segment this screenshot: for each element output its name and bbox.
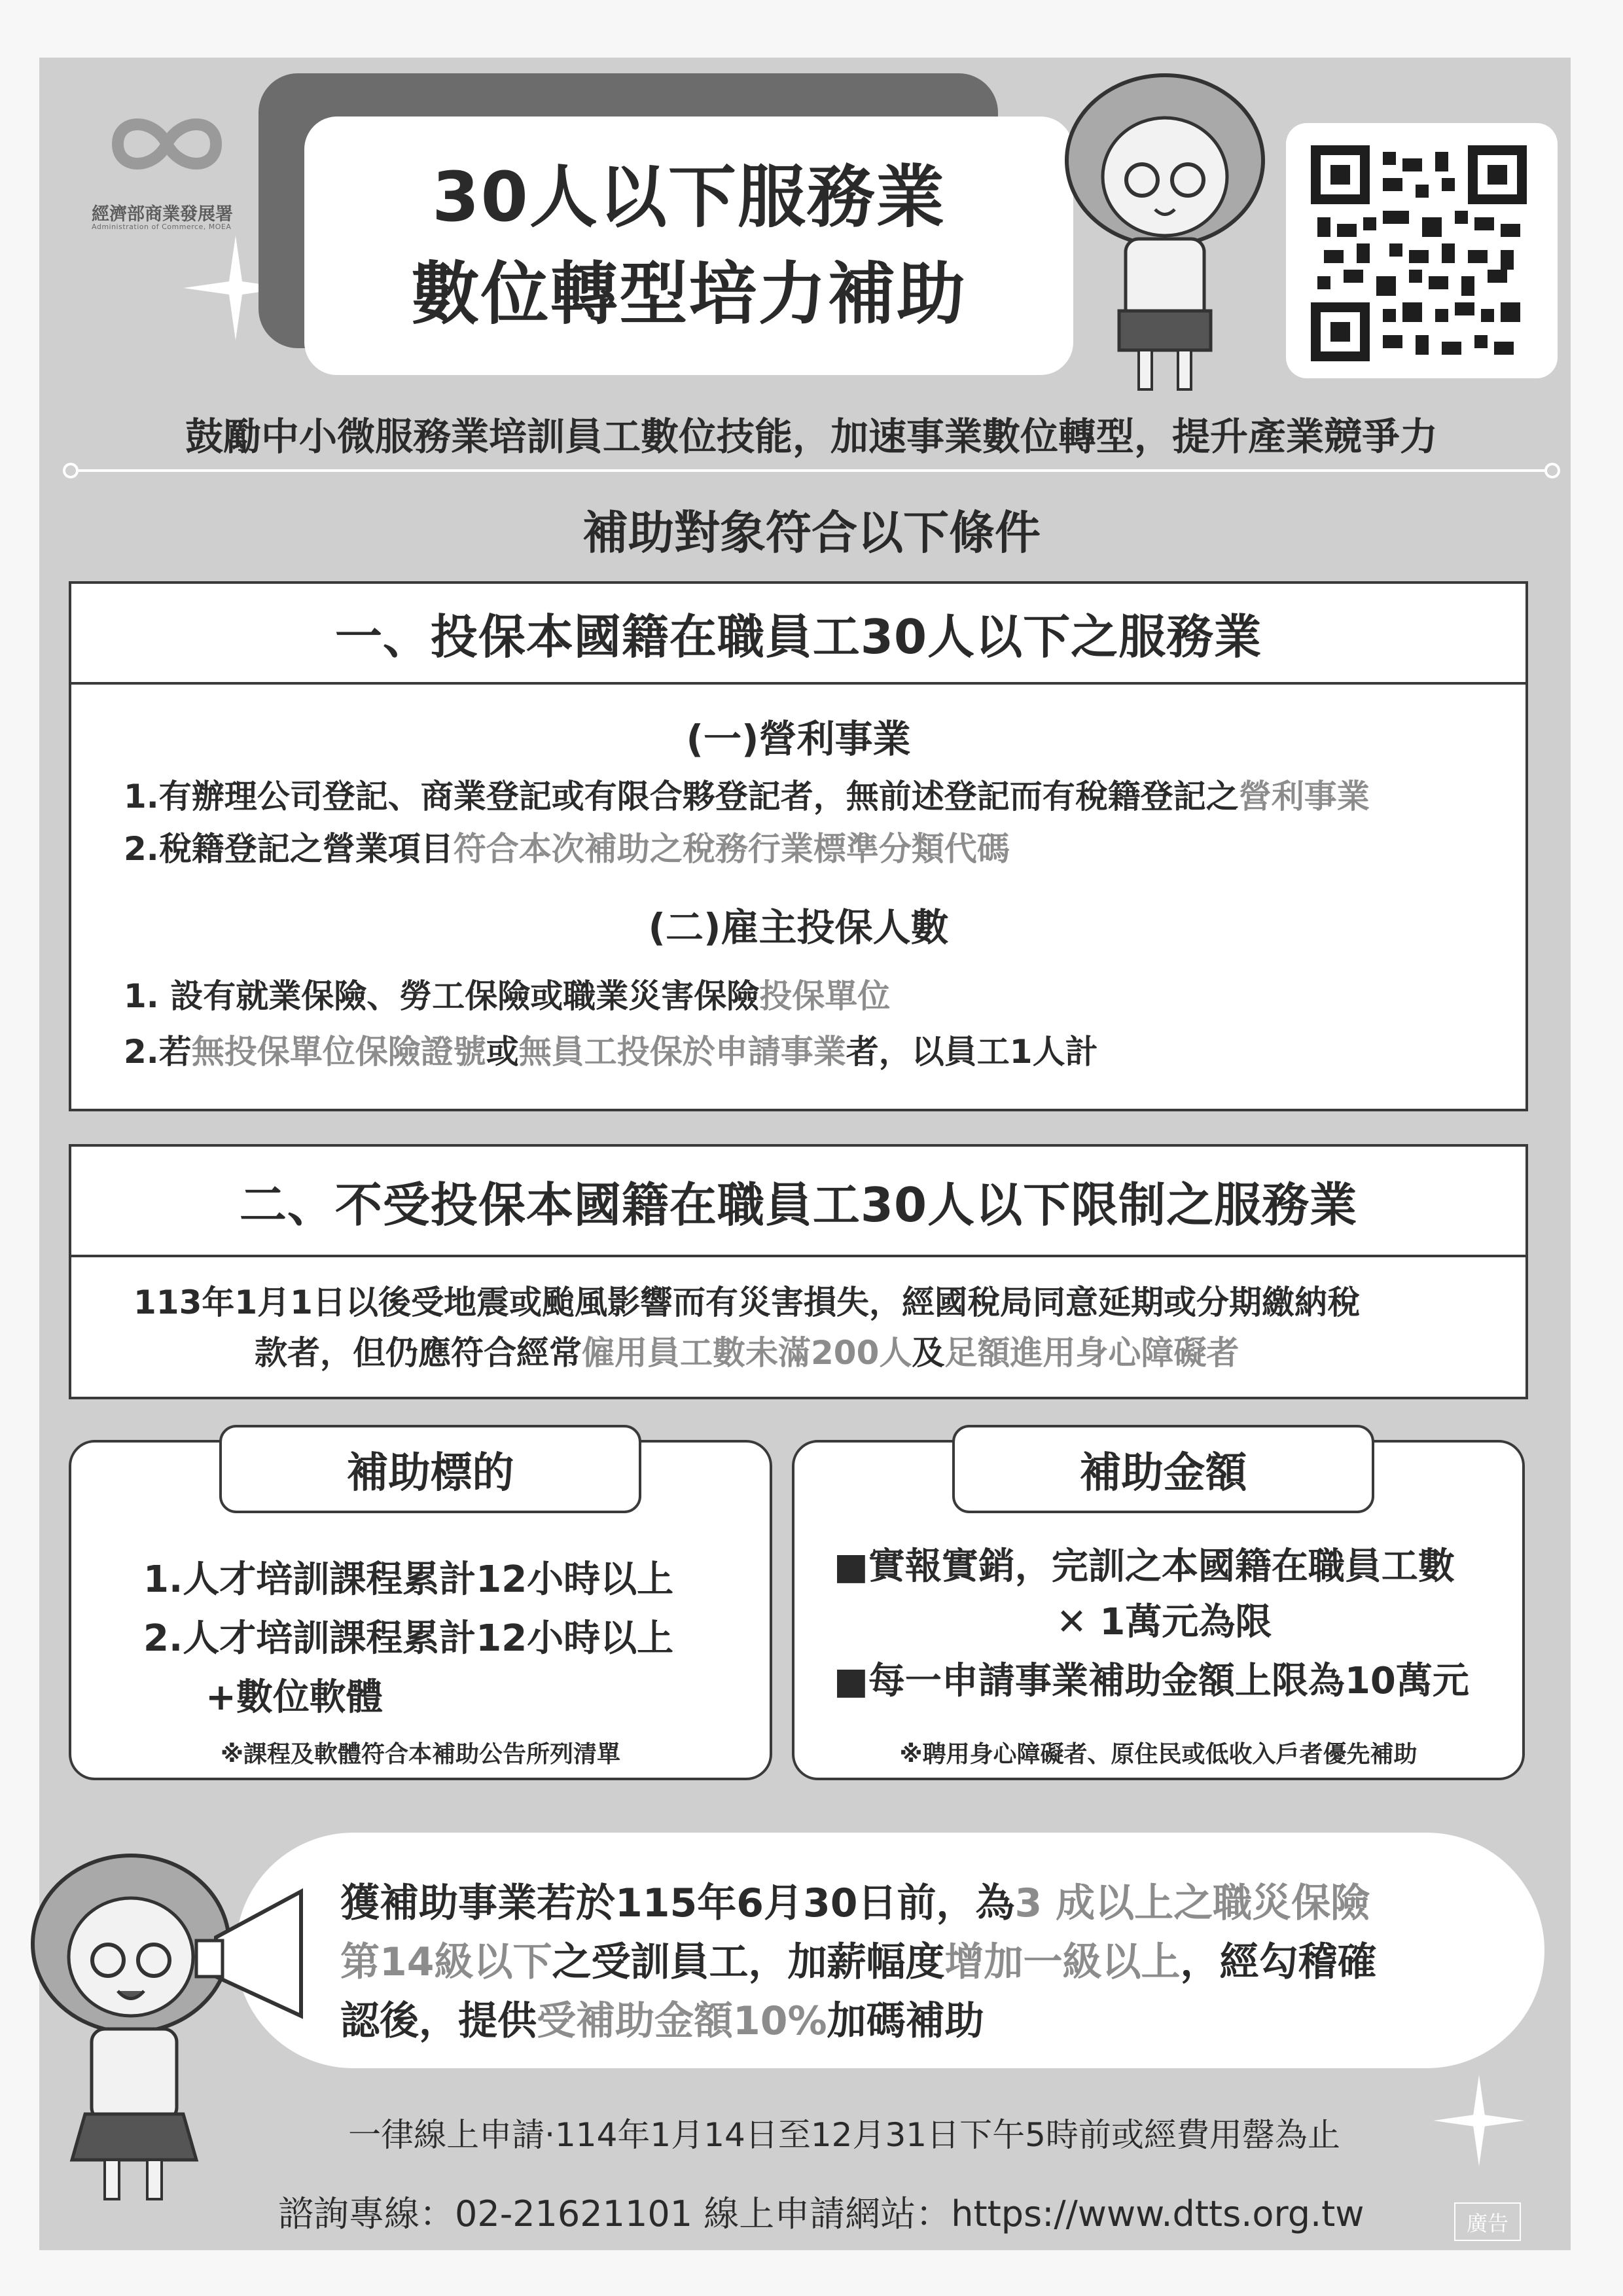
part-b-heading: (二)雇主投保人數 <box>648 905 949 950</box>
contact-info[interactable]: 諮詢專線：02-21621101 線上申請網站：https://www.dtts.org.tw <box>278 2193 1364 2234</box>
section1-box <box>69 581 1528 1111</box>
section2-box <box>69 1144 1528 1399</box>
subsidy-target-label: 補助標的 <box>219 1425 641 1513</box>
moea-logo-icon <box>92 98 242 190</box>
part-b-item-2: 2.若無投保單位保險證號或無員工投保於申請事業者，以員工1人計 <box>124 1033 1098 1071</box>
bonus-banner <box>236 1833 1544 2068</box>
ad-label: 廣告 <box>1454 2202 1521 2241</box>
amount-item-1: ■實報實銷，完訓之本國籍在職員工數 <box>834 1545 1455 1588</box>
bonus-line-1: 獲補助事業若於115年6月30日前，為3 成以上之職災保險 <box>340 1880 1370 1926</box>
target-item-2-cont: +數位軟體 <box>205 1676 383 1719</box>
org-name: 經濟部商業發展署 <box>92 204 233 224</box>
title-line-1: 30人以下服務業 <box>432 156 946 237</box>
eligibility-heading: 補助對象符合以下條件 <box>582 506 1041 560</box>
section2-line-1: 113年1月1日以後受地震或颱風影響而有災害損失，經國稅局同意延期或分期繳納稅 <box>134 1283 1360 1321</box>
decorative-divider <box>59 462 1564 479</box>
part-a-item-2: 2.稅籍登記之營業項目符合本次補助之稅務行業標準分類代碼 <box>124 830 1010 868</box>
mascot-girl-illustration <box>1034 62 1296 403</box>
org-name-en: Administration of Commerce, MOEA <box>92 223 232 231</box>
section2-heading: 二、不受投保本國籍在職員工30人以下限制之服務業 <box>71 1147 1525 1257</box>
title-card <box>304 117 1073 375</box>
title-line-2: 數位轉型培力補助 <box>411 253 967 334</box>
section1-heading: 一、投保本國籍在職員工30人以下之服務業 <box>71 584 1525 685</box>
target-item-2: 2.人才培訓課程累計12小時以上 <box>143 1617 674 1660</box>
target-note: ※課程及軟體符合本補助公告所列清單 <box>221 1741 620 1768</box>
subtitle: 鼓勵中小微服務業培訓員工數位技能，加速事業數位轉型，提升產業競爭力 <box>185 414 1438 459</box>
part-b-item-1: 1. 設有就業保險、勞工保險或職業災害保險投保單位 <box>124 977 891 1015</box>
bonus-line-3: 認後，提供受補助金額10%加碼補助 <box>340 1998 984 2044</box>
amount-note: ※聘用身心障礙者、原住民或低收入戶者優先補助 <box>899 1741 1418 1768</box>
section2-line-2: 款者，但仍應符合經常僱用員工數未滿200人及足額進用身心障礙者 <box>255 1334 1240 1372</box>
amount-item-2: ■每一申請事業補助金額上限為10萬元 <box>834 1660 1469 1702</box>
qr-code-card[interactable] <box>1286 123 1558 378</box>
subsidy-amount-label: 補助金額 <box>952 1425 1374 1513</box>
part-a-heading: (一)營利事業 <box>686 717 911 761</box>
application-period: 一律線上申請‧114年1月14日至12月31日下午5時前或經費用罄為止 <box>348 2116 1340 2154</box>
target-item-1: 1.人才培訓課程累計12小時以上 <box>143 1558 674 1601</box>
qr-code-icon[interactable] <box>1311 145 1527 361</box>
amount-item-1-cont: ✕ 1萬元為限 <box>1056 1601 1272 1643</box>
part-a-item-1: 1.有辦理公司登記、商業登記或有限合夥登記者，無前述登記而有稅籍登記之營利事業 <box>124 778 1370 816</box>
bonus-line-2: 第14級以下之受訓員工，加薪幅度增加一級以上，經勾稽確 <box>340 1939 1377 1985</box>
